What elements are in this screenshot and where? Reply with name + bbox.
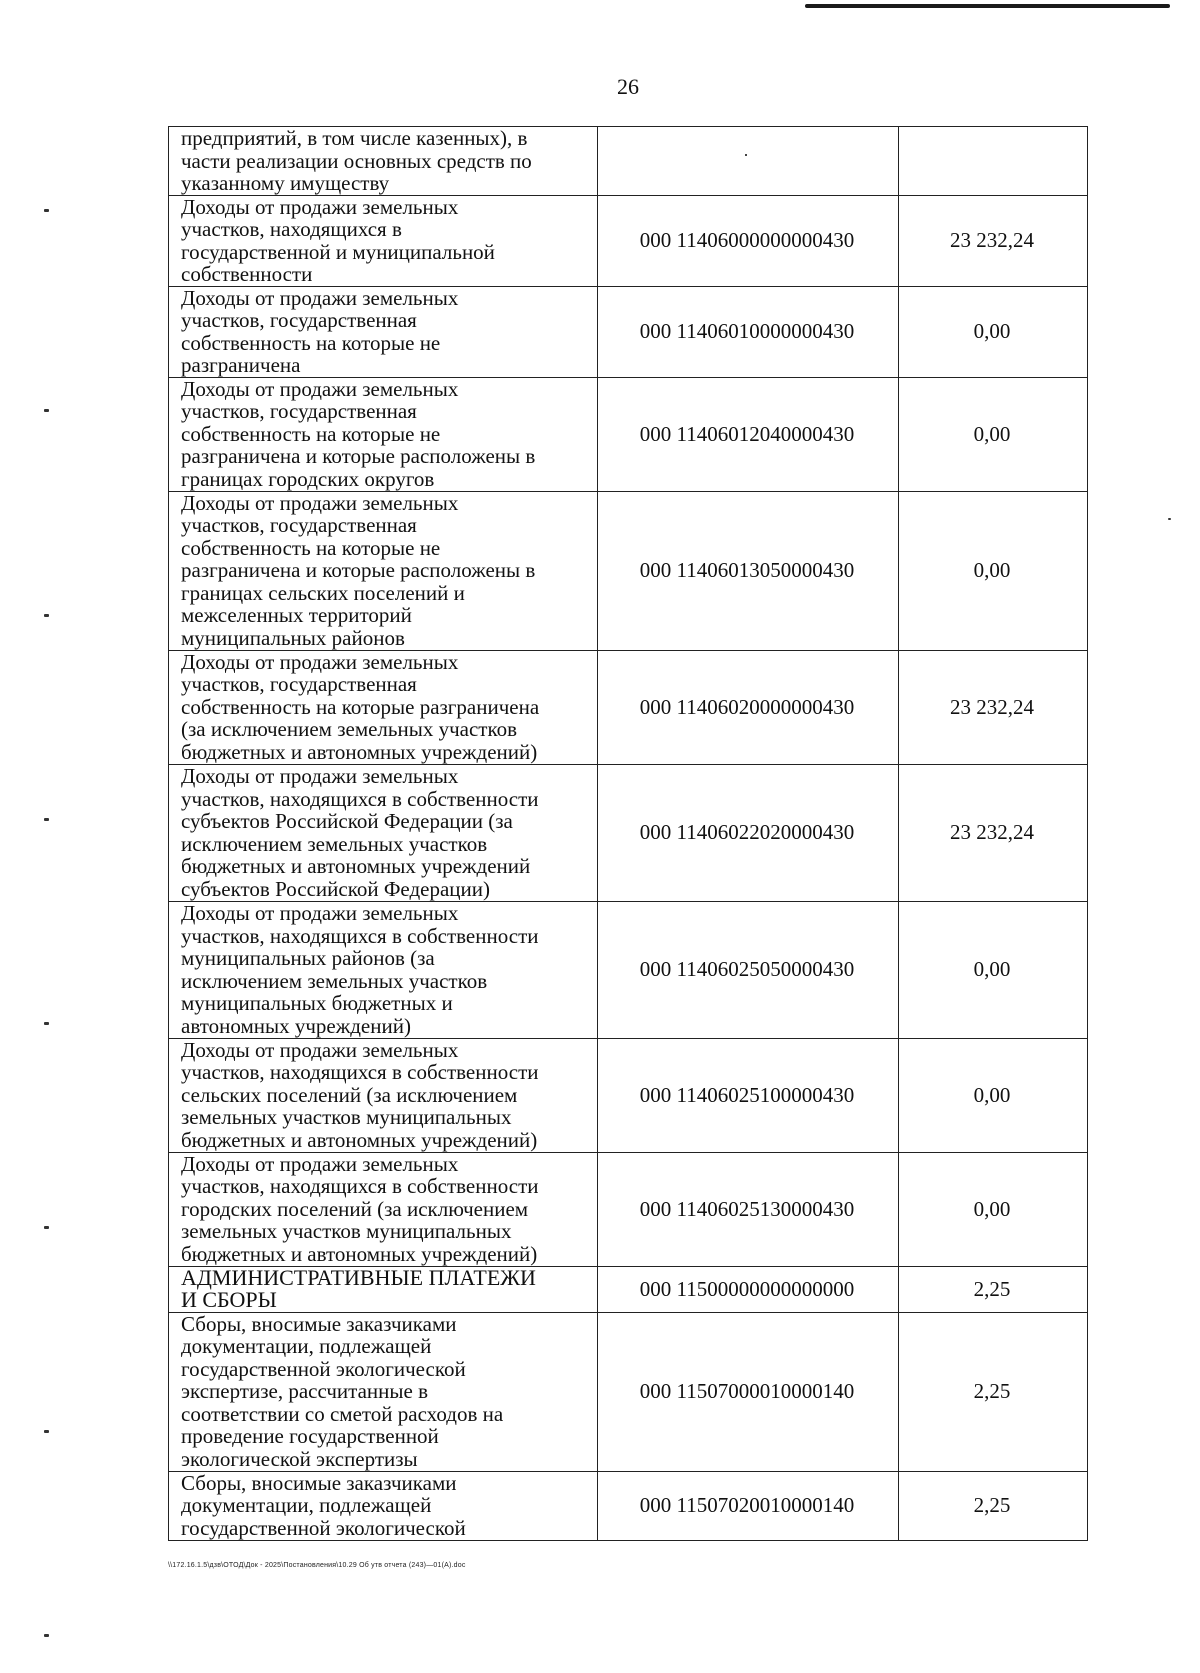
- revenue-table: [168, 126, 1088, 1541]
- income-code-cell: [598, 764, 899, 901]
- income-value: 23 232,24: [950, 228, 1034, 253]
- income-code: 000 11507000010000140: [639, 1379, 855, 1404]
- income-code: 000 11406010000000430: [639, 319, 855, 344]
- income-code: 000 11406012040000430: [639, 421, 855, 446]
- income-code-cell: [598, 127, 899, 196]
- income-name: Доходы от продажи земельных участков, государственная собственность на которые не разграничена и которые расположены в границах сельских поселений и межселенных территорий муниципальных районов: [181, 490, 536, 650]
- income-code: 000 11406020000000430: [639, 694, 855, 719]
- table-row: [169, 1152, 1088, 1266]
- income-value-cell: [899, 764, 1088, 901]
- income-name: Доходы от продажи земельных участков, государственная собственность на которые разграничена (за исключением земельных участков бюджетных и автономных учреждений): [181, 649, 540, 764]
- income-code-cell: [598, 1038, 899, 1152]
- income-code-cell: [598, 1152, 899, 1266]
- scan-margin-mark: [1168, 518, 1171, 520]
- income-name-cell: [169, 491, 598, 650]
- income-value-cell: [899, 491, 1088, 650]
- income-code-cell: [598, 650, 899, 764]
- income-name-cell: [169, 286, 598, 377]
- income-value-cell: [899, 1152, 1088, 1266]
- income-value-cell: [899, 1312, 1088, 1471]
- income-name: Доходы от продажи земельных участков, государственная собственность на которые не разграничена: [181, 285, 459, 377]
- scan-margin-mark: [44, 1226, 49, 1229]
- income-code-cell: [598, 1312, 899, 1471]
- table-row: [169, 195, 1088, 286]
- income-value: 0,00: [973, 558, 1011, 583]
- income-name: Сборы, вносимые заказчиками документации, подлежащей государственной экологической: [181, 1470, 466, 1540]
- income-value-cell: [899, 901, 1088, 1038]
- income-value: 23 232,24: [950, 820, 1034, 845]
- income-name-cell: [169, 901, 598, 1038]
- table-row: [169, 1471, 1088, 1540]
- income-value: 0,00: [973, 319, 1011, 344]
- income-value-cell: [899, 286, 1088, 377]
- scan-margin-mark: [44, 1430, 49, 1433]
- income-name: Доходы от продажи земельных участков, находящихся в собственности муниципальных районов (за исключением земельных участков муниципальных бюджетных и автономных учреждений): [181, 901, 539, 1038]
- income-value-cell: [899, 1266, 1088, 1312]
- income-code-cell: [598, 286, 899, 377]
- income-code: 000 11406025130000430: [639, 1196, 855, 1221]
- footer-file-path: \\172.16.1.5\дзв\ОТОД\Док - 2025\Постановления\10.29 Об утв отчета (243)—01(А).doc: [168, 1562, 466, 1569]
- income-value-cell: [899, 1471, 1088, 1540]
- scan-margin-mark: [44, 1022, 49, 1025]
- income-code: 000 11406025100000430: [639, 1082, 855, 1107]
- income-code: 000 11500000000000000: [639, 1276, 855, 1301]
- income-value: 0,00: [973, 1196, 1011, 1221]
- income-code: 000 11406025050000430: [639, 957, 855, 982]
- income-name: Доходы от продажи земельных участков, государственная собственность на которые не разграничена и которые расположены в границах городских округов: [181, 376, 536, 491]
- scan-speck: [745, 154, 747, 156]
- income-code-cell: [598, 377, 899, 491]
- income-name-cell: [169, 1038, 598, 1152]
- table-row: [169, 491, 1088, 650]
- income-value: 0,00: [973, 1082, 1011, 1107]
- income-code: 000 11406000000000430: [639, 228, 855, 253]
- table-row: [169, 1266, 1088, 1312]
- income-value: 2,25: [973, 1276, 1011, 1301]
- income-code-cell: [598, 491, 899, 650]
- income-value-cell: [899, 377, 1088, 491]
- income-value: 2,25: [973, 1379, 1011, 1404]
- scan-margin-mark: [44, 818, 49, 821]
- income-name: Доходы от продажи земельных участков, находящихся в собственности сельских поселений (за исключением земельных участков муниципальных бюджетных и автономных учреждений): [181, 1037, 539, 1152]
- income-value-cell: [899, 195, 1088, 286]
- income-name: Доходы от продажи земельных участков, находящихся в собственности субъектов Российской Федерации (за исключением земельных участков бюджетных и автономных учреждений субъектов Российской Федерации): [181, 764, 539, 901]
- scan-artifact-line: [805, 4, 1170, 8]
- table-row: [169, 1038, 1088, 1152]
- income-name: предприятий, в том числе казенных), в части реализации основных средств по указанному имуществу: [181, 126, 532, 195]
- income-value-cell: [899, 650, 1088, 764]
- table-row: [169, 286, 1088, 377]
- income-name-cell: [169, 195, 598, 286]
- income-name: Доходы от продажи земельных участков, находящихся в государственной и муниципальной собственности: [181, 194, 495, 286]
- income-name-cell: [169, 377, 598, 491]
- table-row: [169, 650, 1088, 764]
- income-code-cell: [598, 195, 899, 286]
- income-value: 23 232,24: [950, 694, 1034, 719]
- table-row: [169, 127, 1088, 196]
- income-code-cell: [598, 901, 899, 1038]
- income-value-cell: [899, 127, 1088, 196]
- income-code: 000 11406022020000430: [639, 820, 855, 845]
- page-number: 26: [617, 74, 639, 99]
- income-value: 0,00: [973, 421, 1011, 446]
- income-name: Сборы, вносимые заказчиками документации, подлежащей государственной экологической экспертизе, рассчитанные в соответствии со сметой расходов на проведение государственной экологической экспертизы: [181, 1311, 504, 1471]
- income-code-cell: [598, 1266, 899, 1312]
- income-name-cell: [169, 1471, 598, 1540]
- income-value: 2,25: [973, 1493, 1011, 1518]
- income-value: 0,00: [973, 957, 1011, 982]
- income-name-cell: [169, 1266, 598, 1312]
- table-row: [169, 1312, 1088, 1471]
- income-name-cell: [169, 127, 598, 196]
- income-name: АДМИНИСТРАТИВНЫЕ ПЛАТЕЖИ И СБОРЫ: [181, 1264, 536, 1312]
- income-name-cell: [169, 764, 598, 901]
- income-name-cell: [169, 1312, 598, 1471]
- income-code: 000 11406013050000430: [639, 558, 855, 583]
- income-name-cell: [169, 650, 598, 764]
- income-value-cell: [899, 1038, 1088, 1152]
- table-row: [169, 764, 1088, 901]
- scan-margin-mark: [44, 1634, 49, 1637]
- income-name: Доходы от продажи земельных участков, находящихся в собственности городских поселений (за исключением земельных участков муниципальных бюджетных и автономных учреждений): [181, 1151, 539, 1266]
- scan-margin-mark: [44, 209, 49, 212]
- scan-margin-mark: [44, 614, 49, 617]
- table-row: [169, 377, 1088, 491]
- table-row: [169, 901, 1088, 1038]
- revenue-table-body: [169, 127, 1088, 1541]
- income-code: 000 11507020010000140: [639, 1493, 855, 1518]
- income-name-cell: [169, 1152, 598, 1266]
- income-code-cell: [598, 1471, 899, 1540]
- scan-margin-mark: [44, 409, 49, 412]
